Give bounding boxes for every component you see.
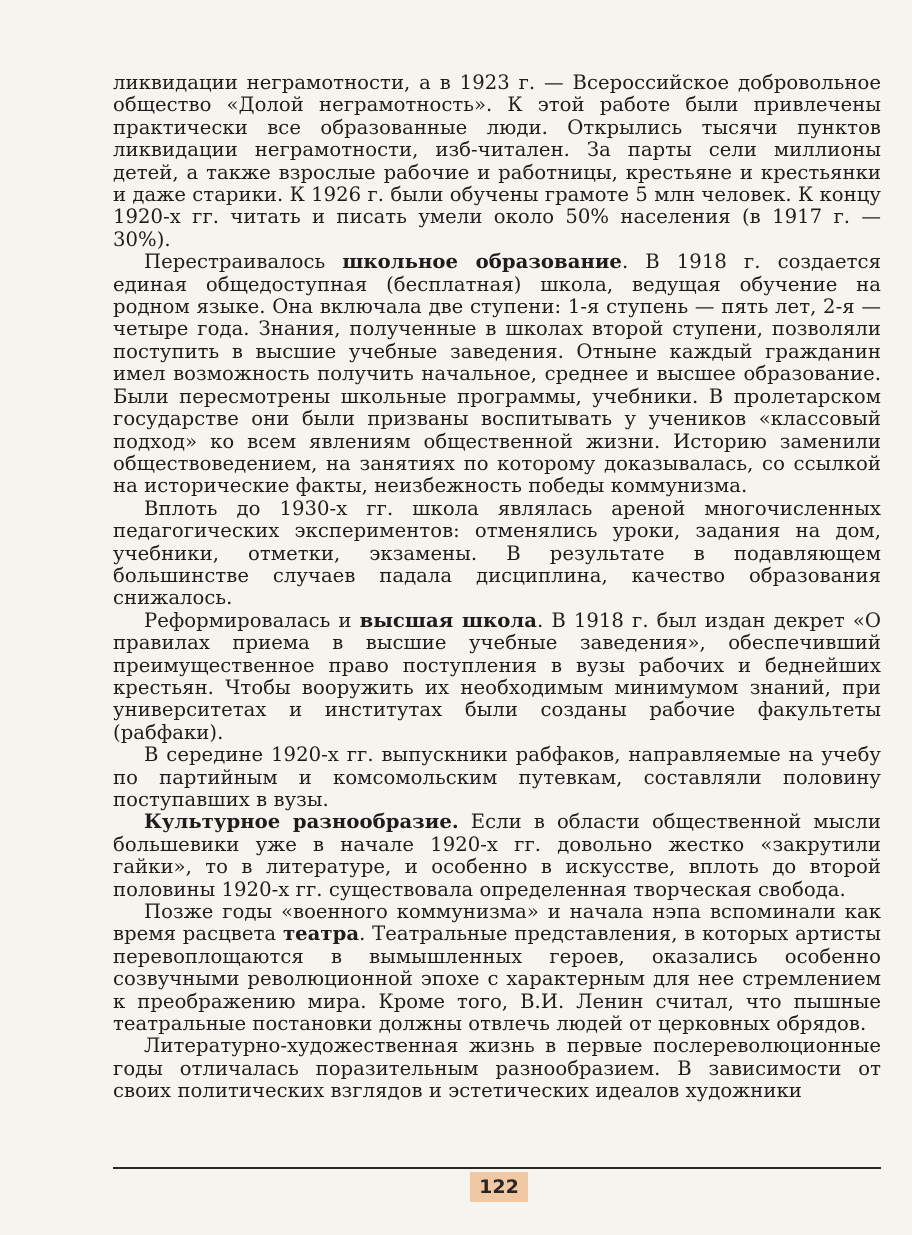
paragraph-text: Позже годы «военного коммунизма» и начала нэпа вспоминали как время расцвета <box>113 900 881 946</box>
paragraph-text: ликвидации неграмотности, а в 1923 г. — Всероссийское добровольное общество «Долой неграмотность». К этой работе были привлечены практически все образованные люди. Открылись тысячи пунктов ликвидации неграмотности, изб-читален. За парты сели миллионы детей, а также взрослые рабочие и работницы, крестьяне и крестьянки и даже старики. К 1926 г. были обучены грамоте 5 млн человек. К концу 1920-х гг. читать и писать умели около 50% населения (в 1917 г. — 30%). <box>113 71 881 251</box>
paragraph-text: В середине 1920-х гг. выпускники рабфаков, направляемые на учебу по партийным и комсомольским путевкам, составляли половину поступавших в вузы. <box>113 743 881 811</box>
paragraph <box>113 744 881 811</box>
paragraph-text: Реформировалась и <box>144 608 360 632</box>
paragraph <box>113 901 881 1035</box>
footer-rule <box>113 1167 881 1169</box>
paragraph-text: Перестраивалось <box>144 250 343 274</box>
page-body <box>113 72 881 1162</box>
bold-term: высшая школа <box>359 608 537 632</box>
paragraph-text: Если в области общественной мысли большевики уже в начале 1920-х гг. довольно жестко «закрутили гайки», то в литературе, и особенно в искусстве, вплоть до второй половины 1920-х гг. существовала определенная творческая свобода. <box>113 810 881 901</box>
bold-term: школьное образование <box>342 250 622 274</box>
paragraph <box>113 498 881 610</box>
paragraph <box>113 251 881 497</box>
paragraph <box>113 610 881 744</box>
text-column <box>113 72 881 1103</box>
paragraph <box>113 72 881 251</box>
paragraph-text: . Театральные представления, в которых артисты перевоплощаются в вымышленных героев, оказались особенно созвучными революционной эпохе с характерным для нее стремлением к преображению мира. Кроме того, В.И. Ленин считал, что пышные театральные постановки должны отвлечь людей от церковных обрядов. <box>113 922 881 1036</box>
paragraph <box>113 1035 881 1102</box>
paragraph <box>113 811 881 901</box>
paragraph-text: Вплоть до 1930-х гг. школа являлась ареной многочисленных педагогических экспериментов: отменялись уроки, задания на дом, учебники, отметки, экзамены. В результате в подавляющем большинстве случаев падала дисциплина, качество образования снижалось. <box>113 496 881 610</box>
page-number: 122 <box>470 1172 528 1202</box>
paragraph-text: Литературно-художественная жизнь в первые послереволюционные годы отличалась поразительным разнообразием. В зависимости от своих политических взглядов и эстетических идеалов художники <box>113 1034 881 1103</box>
bold-term: Культурное разнообразие. <box>144 810 459 834</box>
paragraph-text: . В 1918 г. создается единая общедоступная (бесплатная) школа, ведущая обучение на родном языке. Она включала две ступени: 1-я ступень — пять лет, 2-я — четыре года. Знания, полученные в школах второй ступени, позволяли поступить в высшие учебные заведения. Отныне каждый гражданин имел возможность получить начальное, среднее и высшее образование. Были пересмотрены школьные программы, учебники. В пролетарском государстве они были призваны воспитывать у учеников «классовый подход» ко всем явлениям общественной жизни. Историю заменили обществоведением, на занятиях по которому доказывалась, со ссылкой на исторические факты, неизбежность победы коммунизма. <box>113 250 881 498</box>
paragraph-text: . В 1918 г. был издан декрет «О правилах приема в высшие учебные заведения», обеспечивший преимущественное право поступления в вузы рабочих и беднейших крестьян. Чтобы вооружить их необходимым минимумом знаний, при университетах и институтах были созданы рабочие факультеты (рабфаки). <box>113 608 881 744</box>
bold-term: театра <box>282 922 360 946</box>
